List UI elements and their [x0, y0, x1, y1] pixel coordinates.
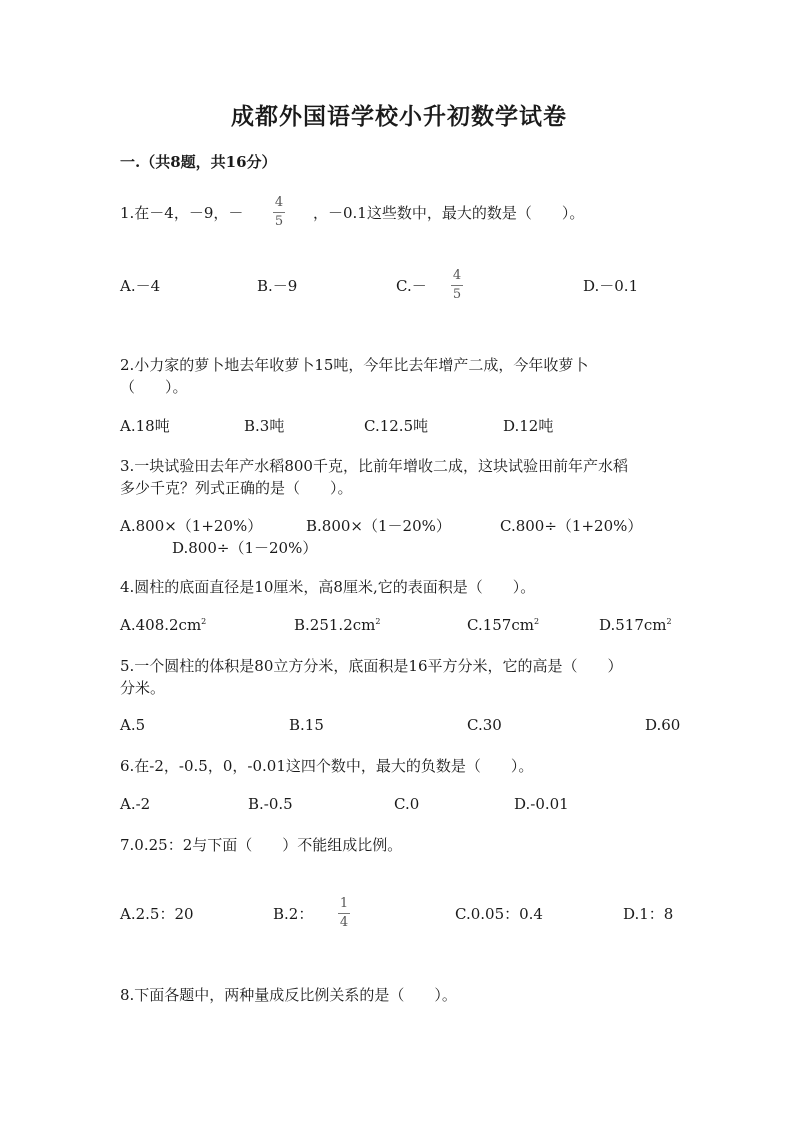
option-b-label: B.251.2cm: [294, 616, 376, 634]
option-b[interactable]: B.－9: [257, 277, 298, 295]
option-a[interactable]: A.-2: [120, 795, 151, 813]
question-1-text-end: ，－0.1这些数中，最大的数是（ ）。: [313, 204, 585, 222]
fraction-bar: [338, 913, 350, 914]
option-b-fraction: [338, 897, 350, 929]
unit-superscript: 2: [666, 617, 672, 626]
option-d[interactable]: D.1：8: [623, 905, 674, 923]
fraction-numerator: 4: [452, 268, 462, 283]
option-d[interactable]: D.12吨: [503, 417, 554, 435]
question-5-line-1: 5.一个圆柱的体积是80立方分米，底面积是16平方分米，它的高是（ ）: [120, 657, 623, 675]
unit-superscript: 2: [375, 617, 381, 626]
option-d[interactable]: D.800÷（1－20%）: [172, 539, 318, 557]
question-8-text: 8.下面各题中，两种量成反比例关系的是（ ）。: [120, 986, 457, 1004]
option-c[interactable]: C.30: [467, 716, 502, 734]
fraction-bar: [451, 285, 463, 286]
option-a[interactable]: A.－4: [120, 277, 161, 295]
option-c-fraction: [451, 269, 463, 301]
question-6-text: 6.在-2，-0.5，0，-0.01这四个数中，最大的负数是（ ）。: [120, 757, 534, 775]
option-d-label: D.517cm: [599, 616, 667, 634]
fraction-numerator: 1: [339, 896, 349, 911]
option-a-label: A.408.2cm: [120, 616, 202, 634]
question-3-line-2: 多少千克？列式正确的是（ ）。: [120, 479, 353, 497]
option-a[interactable]: A.5: [120, 716, 146, 734]
unit-superscript: 2: [201, 617, 207, 626]
question-4-text: 4.圆柱的底面直径是10厘米，高8厘米,它的表面积是（ ）。: [120, 578, 536, 596]
option-b[interactable]: B.3吨: [244, 417, 285, 435]
question-2-line-1: 2.小力家的萝卜地去年收萝卜15吨，今年比去年增产二成，今年收萝卜: [120, 356, 589, 374]
option-c[interactable]: C.0.05：0.4: [455, 905, 543, 923]
option-d[interactable]: [599, 616, 672, 634]
fraction-bar: [273, 212, 285, 213]
option-b[interactable]: B.800×（1－20%）: [306, 517, 451, 535]
question-7-text: 7.0.25：2与下面（ ）不能组成比例。: [120, 836, 403, 854]
unit-superscript: 2: [533, 617, 540, 626]
question-1-fraction: [273, 196, 285, 228]
option-c[interactable]: C.12.5吨: [364, 417, 429, 435]
option-d[interactable]: D.60: [645, 716, 681, 734]
option-a[interactable]: [120, 616, 206, 634]
question-1-text-start: 1.在－4，－9，－: [120, 204, 244, 222]
option-b[interactable]: B.-0.5: [248, 795, 293, 813]
fraction-denominator: 5: [274, 214, 284, 229]
option-d[interactable]: D.－0.1: [583, 277, 639, 295]
option-d[interactable]: D.-0.01: [514, 795, 569, 813]
option-a[interactable]: A.18吨: [120, 417, 170, 435]
option-c[interactable]: [467, 616, 539, 634]
question-2-line-2: （ ）。: [120, 378, 188, 396]
option-a[interactable]: A.2.5：20: [120, 905, 194, 923]
option-a[interactable]: A.800×（1+20%）: [120, 517, 263, 535]
option-c-label: C.157cm: [467, 616, 534, 634]
option-b[interactable]: B.15: [289, 716, 324, 734]
section-heading: 一.（共8题，共16分）: [120, 153, 277, 171]
fraction-denominator: 5: [452, 287, 462, 302]
question-3-line-1: 3.一块试验田去年产水稻800千克，比前年增收二成，这块试验田前年产水稻: [120, 457, 628, 475]
option-c[interactable]: C.0: [394, 795, 420, 813]
fraction-denominator: 4: [339, 915, 349, 930]
fraction-numerator: 4: [274, 195, 284, 210]
option-c[interactable]: C.－: [396, 277, 427, 295]
option-b[interactable]: B.2：: [273, 905, 314, 923]
question-5-line-2: 分米。: [120, 679, 166, 697]
option-c[interactable]: C.800÷（1+20%）: [500, 517, 643, 535]
page-title: 成都外国语学校小升初数学试卷: [231, 103, 567, 130]
option-b[interactable]: [294, 616, 380, 634]
